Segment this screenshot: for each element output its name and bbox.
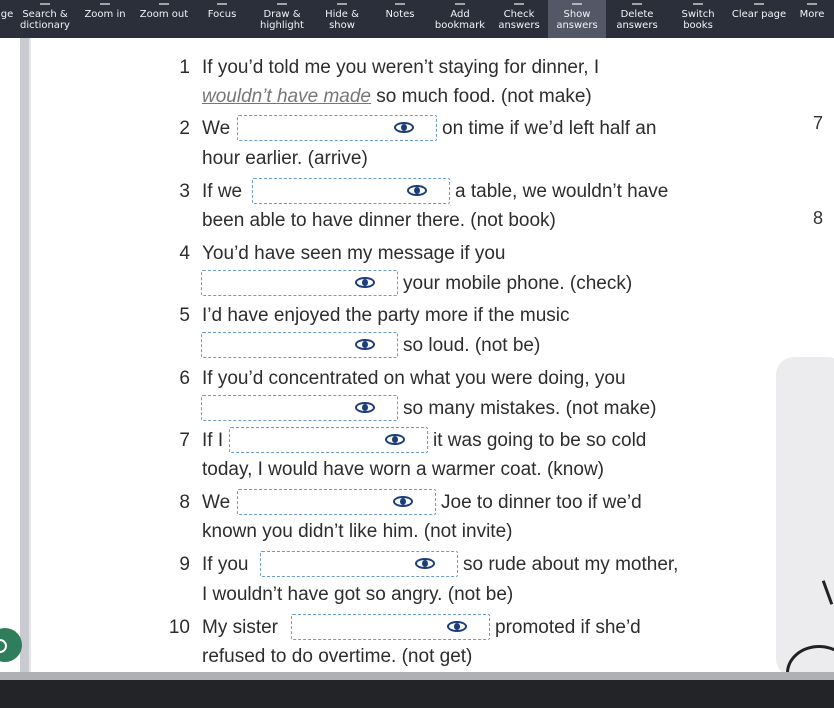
question-text: If you’d told me you weren’t staying for dinner, I	[202, 57, 600, 78]
zoom-in-label: Zoom in	[84, 9, 126, 20]
bottom-bar	[0, 680, 834, 708]
delete-answers-button[interactable]	[606, 0, 668, 38]
question-text: My sister	[202, 617, 278, 638]
notes-button[interactable]	[370, 0, 430, 38]
question-text: You’d have seen my message if you	[202, 243, 506, 264]
eye-icon[interactable]	[407, 185, 427, 196]
search-dictionary-button[interactable]	[14, 0, 76, 38]
check-answers-button[interactable]	[490, 0, 548, 38]
question-text: so many mistakes. (not make)	[403, 398, 657, 419]
books-icon	[693, 0, 703, 5]
chat-icon	[0, 639, 7, 653]
show-answers-button[interactable]	[548, 0, 606, 38]
focus-label: Focus	[207, 9, 237, 20]
question-number: 1	[179, 57, 190, 78]
zoom-in-button[interactable]	[76, 0, 134, 38]
eye-icon[interactable]	[393, 496, 413, 507]
focus-button[interactable]	[194, 0, 250, 38]
answer-input[interactable]	[252, 178, 450, 204]
question-number: 9	[179, 554, 190, 575]
show-answers-label: Show answers	[556, 9, 598, 31]
question-text: refused to do overtime. (not get)	[202, 646, 473, 667]
answer-input[interactable]	[237, 115, 437, 141]
trash-icon	[632, 0, 642, 5]
question-text: so loud. (not be)	[403, 335, 541, 356]
clear-page-label: Clear page	[731, 9, 787, 20]
question-text: a table, we wouldn’t have	[455, 181, 669, 202]
floating-action-button[interactable]	[0, 628, 22, 662]
search-icon	[40, 0, 50, 5]
question-text: Joe to dinner too if we’d	[441, 492, 642, 513]
question-text: been able to have dinner there. (not book)	[202, 210, 556, 231]
eye-icon[interactable]	[447, 621, 467, 632]
zoom-out-button[interactable]	[134, 0, 194, 38]
draw-highlight-button[interactable]	[250, 0, 314, 38]
question-text: We	[202, 118, 231, 139]
side-question-number: 8	[813, 208, 824, 228]
page-left-edge	[20, 38, 29, 678]
question-text: We	[202, 492, 231, 513]
answer-input[interactable]	[291, 614, 490, 640]
question-line	[202, 85, 592, 109]
pen-icon	[277, 0, 287, 5]
zoom-in-icon	[100, 0, 110, 5]
page-left-edge-inner	[29, 38, 31, 678]
answer-input[interactable]	[201, 270, 398, 296]
question-number: 2	[179, 118, 190, 139]
hide-show-button[interactable]	[314, 0, 370, 38]
question-text: so much food. (not make)	[371, 86, 592, 107]
add-bookmark-button[interactable]	[430, 0, 490, 38]
question-text: If you’d concentrated on what you were doing, you	[202, 368, 626, 389]
question-text: on time if we’d left half an	[442, 118, 657, 139]
question-number: 4	[179, 243, 190, 264]
answer-input[interactable]	[201, 395, 398, 421]
add-bookmark-label: Add bookmark	[434, 9, 486, 31]
more-icon	[807, 0, 817, 5]
question-text: promoted if she’d	[495, 617, 641, 638]
question-text: hour earlier. (arrive)	[202, 148, 368, 169]
delete-answers-label: Delete answers	[616, 9, 658, 31]
question-text: If I	[202, 430, 224, 451]
eye-icon[interactable]	[355, 339, 375, 350]
zoom-out-icon	[159, 0, 169, 5]
answer-input[interactable]	[237, 489, 436, 515]
eye-icon[interactable]	[355, 277, 375, 288]
check-answers-label: Check answers	[498, 9, 540, 31]
side-question-number: 7	[813, 113, 824, 133]
bookmark-icon	[455, 0, 465, 5]
question-text: If we	[202, 181, 243, 202]
question-text: I’d have enjoyed the party more if the music	[202, 305, 570, 326]
question-text: today, I would have worn a warmer coat. (know)	[202, 459, 604, 480]
switch-books-label: Switch books	[681, 9, 715, 31]
notes-icon	[395, 0, 405, 5]
example-answer: wouldn’t have made	[202, 86, 371, 107]
more-label: More	[799, 9, 825, 20]
reader-toolbar	[0, 0, 834, 38]
answer-input[interactable]	[260, 551, 458, 577]
zoom-out-label: Zoom out	[139, 9, 189, 20]
question-text: your mobile phone. (check)	[403, 273, 633, 294]
more-button[interactable]	[790, 0, 834, 38]
clear-icon	[754, 0, 764, 5]
switch-books-button[interactable]	[668, 0, 728, 38]
question-text: I wouldn’t have got so angry. (not be)	[202, 584, 514, 605]
toolbar-partial-label: ge	[0, 9, 14, 20]
hide-show-icon	[337, 0, 347, 5]
question-text: it was going to be so cold	[433, 430, 647, 451]
question-number: 8	[179, 492, 190, 513]
eye-icon[interactable]	[394, 122, 414, 133]
search-dictionary-label: Search & dictionary	[20, 9, 70, 31]
toolbar-partial-item[interactable]	[0, 0, 14, 38]
check-icon	[514, 0, 524, 5]
notes-label: Notes	[385, 9, 415, 20]
eye-icon[interactable]	[415, 558, 435, 569]
question-number: 5	[179, 305, 190, 326]
next-page-card	[776, 357, 834, 677]
question-text: If you	[202, 554, 249, 575]
question-number: 10	[168, 617, 190, 638]
clear-page-button[interactable]	[728, 0, 790, 38]
eye-icon[interactable]	[355, 402, 375, 413]
eye-icon	[572, 0, 582, 5]
draw-highlight-label: Draw & highlight	[260, 9, 304, 31]
question-number: 6	[179, 368, 190, 389]
hide-show-label: Hide & show	[325, 9, 359, 31]
question-number: 7	[179, 430, 190, 451]
answer-input[interactable]	[229, 427, 428, 453]
question-text: so rude about my mother,	[463, 554, 679, 575]
focus-icon	[217, 0, 227, 5]
page-bottom-edge	[0, 672, 834, 680]
question-number: 3	[179, 181, 190, 202]
answer-input[interactable]	[201, 332, 398, 358]
question-text: known you didn’t like him. (not invite)	[202, 521, 513, 542]
eye-icon[interactable]	[385, 434, 405, 445]
